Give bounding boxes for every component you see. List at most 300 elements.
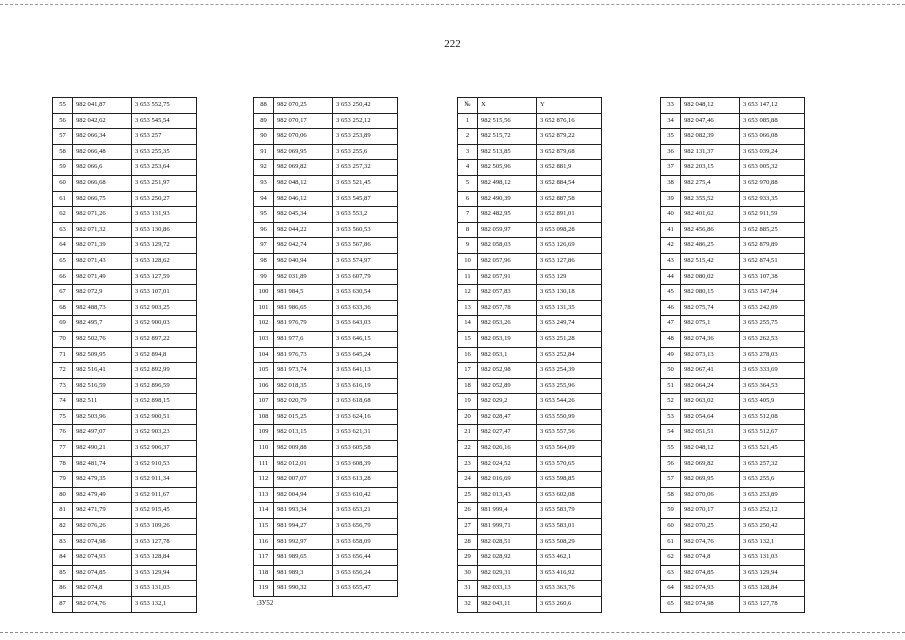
point-number-cell: 86 — [53, 581, 73, 597]
x-coordinate-cell: 982 048,12 — [681, 441, 740, 457]
y-coordinate-cell: 3 653 602,08 — [537, 487, 602, 503]
point-number-cell: 22 — [458, 441, 478, 457]
y-coordinate-cell: 3 653 255,6 — [333, 144, 398, 160]
point-number-cell: 70 — [53, 331, 73, 347]
table-row — [53, 331, 197, 347]
point-number-cell: 1 — [458, 113, 478, 129]
point-number-cell: 43 — [661, 253, 681, 269]
y-coordinate-cell: 3 653 363,76 — [537, 581, 602, 597]
table-row — [53, 378, 197, 394]
point-number-cell: 28 — [458, 534, 478, 550]
table-row — [458, 565, 602, 581]
x-coordinate-cell: 982 031,89 — [274, 269, 333, 285]
y-coordinate-cell: 3 652 900,51 — [132, 409, 197, 425]
point-number-cell: 113 — [254, 487, 274, 503]
point-number-cell: 56 — [661, 456, 681, 472]
y-coordinate-cell: 3 653 107,01 — [132, 285, 197, 301]
point-number-cell: 110 — [254, 441, 274, 457]
table-row — [53, 285, 197, 301]
table-row — [53, 207, 197, 223]
table-row — [53, 129, 197, 145]
table-row — [254, 472, 398, 488]
table-row — [254, 550, 398, 566]
x-coordinate-cell: 982 041,87 — [73, 98, 132, 114]
y-coordinate-cell: 3 652 970,88 — [740, 175, 805, 191]
point-number-cell: 65 — [661, 597, 681, 613]
x-coordinate-cell: 982 048,12 — [681, 98, 740, 114]
table-row — [458, 472, 602, 488]
y-coordinate-cell: 3 652 910,53 — [132, 456, 197, 472]
point-number-cell: 62 — [53, 207, 73, 223]
x-coordinate-cell: 982 074,98 — [73, 534, 132, 550]
point-number-cell: 88 — [254, 98, 274, 114]
x-coordinate-cell: 981 989,3 — [274, 565, 333, 581]
table-row — [458, 207, 602, 223]
x-coordinate-cell: 982 505,96 — [478, 160, 537, 176]
table-row — [458, 534, 602, 550]
point-number-cell: 46 — [661, 300, 681, 316]
y-coordinate-cell: 3 653 550,99 — [537, 409, 602, 425]
point-number-cell: 107 — [254, 394, 274, 410]
y-coordinate-cell: 3 653 109,26 — [132, 519, 197, 535]
point-number-cell: 117 — [254, 550, 274, 566]
point-number-cell: 52 — [661, 394, 681, 410]
x-coordinate-cell: 982 071,32 — [73, 222, 132, 238]
y-coordinate-cell: 3 653 624,16 — [333, 409, 398, 425]
y-coordinate-cell: 3 653 127,59 — [132, 269, 197, 285]
point-number-cell: 76 — [53, 425, 73, 441]
table-row — [458, 519, 602, 535]
table-row — [254, 285, 398, 301]
scan-edge-top — [0, 4, 905, 5]
point-number-cell: 78 — [53, 456, 73, 472]
y-coordinate-cell: 3 653 257 — [132, 129, 197, 145]
y-coordinate-cell: 3 653 621,31 — [333, 425, 398, 441]
y-coordinate-cell: Y — [537, 98, 602, 114]
y-coordinate-cell: 3 653 127,78 — [740, 597, 805, 613]
x-coordinate-cell: 982 015,25 — [274, 409, 333, 425]
x-coordinate-cell: 982 066,68 — [73, 175, 132, 191]
table-row — [661, 597, 805, 613]
table-row — [53, 581, 197, 597]
y-coordinate-cell: 3 653 545,87 — [333, 191, 398, 207]
table-row — [254, 113, 398, 129]
table-row — [254, 425, 398, 441]
y-coordinate-cell: 3 653 249,74 — [537, 316, 602, 332]
x-coordinate-cell: 982 498,12 — [478, 175, 537, 191]
point-number-cell: 114 — [254, 503, 274, 519]
y-coordinate-cell: 3 653 128,84 — [740, 581, 805, 597]
y-coordinate-cell: 3 653 544,26 — [537, 394, 602, 410]
table-row — [661, 144, 805, 160]
y-coordinate-cell: 3 653 616,19 — [333, 378, 398, 394]
y-coordinate-cell: 3 653 656,44 — [333, 550, 398, 566]
x-coordinate-cell: 982 042,74 — [274, 238, 333, 254]
point-number-cell: 23 — [458, 456, 478, 472]
point-number-cell: 63 — [53, 222, 73, 238]
x-coordinate-cell: 982 515,56 — [478, 113, 537, 129]
point-number-cell: 7 — [458, 207, 478, 223]
x-coordinate-cell: 982 033,13 — [478, 581, 537, 597]
point-number-cell: 65 — [53, 253, 73, 269]
table-row — [458, 409, 602, 425]
point-number-cell: 92 — [254, 160, 274, 176]
x-coordinate-cell: 982 070,06 — [274, 129, 333, 145]
y-coordinate-cell: 3 652 933,35 — [740, 191, 805, 207]
table-row — [661, 425, 805, 441]
table-row — [661, 285, 805, 301]
point-number-cell: 71 — [53, 347, 73, 363]
y-coordinate-cell: 3 653 583,01 — [537, 519, 602, 535]
point-number-cell: 58 — [53, 144, 73, 160]
table-row — [458, 597, 602, 613]
y-coordinate-cell: 3 653 618,68 — [333, 394, 398, 410]
point-number-cell: 3 — [458, 144, 478, 160]
y-coordinate-cell: 3 653 253,89 — [333, 129, 398, 145]
y-coordinate-cell: 3 653 085,88 — [740, 113, 805, 129]
point-number-cell: 37 — [661, 160, 681, 176]
x-coordinate-cell: 982 069,95 — [681, 472, 740, 488]
table-row — [53, 160, 197, 176]
table-row — [53, 534, 197, 550]
x-coordinate-cell: 982 063,02 — [681, 394, 740, 410]
table-row — [661, 300, 805, 316]
x-coordinate-cell: 982 057,96 — [478, 253, 537, 269]
x-coordinate-cell: 982 516,59 — [73, 378, 132, 394]
x-coordinate-cell: 982 064,24 — [681, 378, 740, 394]
table-header-row — [458, 98, 602, 114]
table-row — [254, 347, 398, 363]
table-row — [53, 113, 197, 129]
table-row — [53, 597, 197, 613]
table-row — [458, 285, 602, 301]
y-coordinate-cell: 3 653 564,09 — [537, 441, 602, 457]
table-row — [661, 519, 805, 535]
x-coordinate-cell: 981 999,71 — [478, 519, 537, 535]
y-coordinate-cell: 3 653 607,79 — [333, 269, 398, 285]
point-number-cell: 12 — [458, 285, 478, 301]
point-number-cell: 64 — [53, 238, 73, 254]
x-coordinate-cell: 982 515,72 — [478, 129, 537, 145]
y-coordinate-cell: 3 653 126,69 — [537, 238, 602, 254]
table-row — [254, 316, 398, 332]
table-row — [53, 487, 197, 503]
y-coordinate-cell: 3 653 253,89 — [740, 487, 805, 503]
point-number-cell: 17 — [458, 363, 478, 379]
point-number-cell: 60 — [661, 519, 681, 535]
point-number-cell: 106 — [254, 378, 274, 394]
point-number-cell: 99 — [254, 269, 274, 285]
y-coordinate-cell: 3 653 645,24 — [333, 347, 398, 363]
table-row — [458, 363, 602, 379]
table-row — [661, 191, 805, 207]
point-number-cell: 31 — [458, 581, 478, 597]
x-coordinate-cell: 982 074,8 — [73, 581, 132, 597]
table-row — [254, 394, 398, 410]
point-number-cell: 103 — [254, 331, 274, 347]
table-row — [53, 175, 197, 191]
point-number-cell: 66 — [53, 269, 73, 285]
x-coordinate-cell: 982 515,42 — [681, 253, 740, 269]
table-row — [458, 487, 602, 503]
y-coordinate-cell: 3 653 147,94 — [740, 285, 805, 301]
y-coordinate-cell: 3 653 147,12 — [740, 98, 805, 114]
y-coordinate-cell: 3 652 879,89 — [740, 238, 805, 254]
table-row — [661, 269, 805, 285]
y-coordinate-cell: 3 653 333,69 — [740, 363, 805, 379]
point-number-cell: 61 — [661, 534, 681, 550]
point-number-cell: 119 — [254, 581, 274, 597]
table-row — [661, 363, 805, 379]
point-number-cell: 53 — [661, 409, 681, 425]
y-coordinate-cell: 3 652 881,9 — [537, 160, 602, 176]
x-coordinate-cell: 982 071,49 — [73, 269, 132, 285]
point-number-cell: 25 — [458, 487, 478, 503]
y-coordinate-cell: 3 652 897,22 — [132, 331, 197, 347]
x-coordinate-cell: 982 071,43 — [73, 253, 132, 269]
x-coordinate-cell: 981 977,6 — [274, 331, 333, 347]
point-number-cell: 36 — [661, 144, 681, 160]
table-row — [254, 222, 398, 238]
y-coordinate-cell: 3 653 251,97 — [132, 175, 197, 191]
table-row — [53, 409, 197, 425]
point-number-cell: 63 — [661, 565, 681, 581]
point-number-cell: 84 — [53, 550, 73, 566]
point-number-cell: 100 — [254, 285, 274, 301]
x-coordinate-cell: 982 051,51 — [681, 425, 740, 441]
x-coordinate-cell: 982 026,16 — [478, 441, 537, 457]
y-coordinate-cell: 3 653 129,94 — [132, 565, 197, 581]
point-number-cell: 34 — [661, 113, 681, 129]
table-row — [458, 456, 602, 472]
table-row — [53, 550, 197, 566]
x-coordinate-cell: 982 082,39 — [681, 129, 740, 145]
point-number-cell: 79 — [53, 472, 73, 488]
coordinates-table-2 — [253, 97, 398, 612]
y-coordinate-cell: 3 653 107,38 — [740, 269, 805, 285]
y-coordinate-cell: 3 653 127,86 — [537, 253, 602, 269]
y-coordinate-cell: 3 653 127,78 — [132, 534, 197, 550]
table-row — [53, 98, 197, 114]
x-coordinate-cell: 982 020,79 — [274, 394, 333, 410]
y-coordinate-cell: 3 653 545,54 — [132, 113, 197, 129]
y-coordinate-cell: 3 653 131,03 — [132, 581, 197, 597]
x-coordinate-cell: 982 482,95 — [478, 207, 537, 223]
x-coordinate-cell: 982 066,75 — [73, 191, 132, 207]
scan-edge-bottom — [0, 632, 905, 633]
x-coordinate-cell: 982 490,21 — [73, 441, 132, 457]
point-number-cell: 51 — [661, 378, 681, 394]
x-coordinate-cell: 982 070,25 — [681, 519, 740, 535]
y-coordinate-cell: 3 653 132,1 — [740, 534, 805, 550]
point-number-cell: 5 — [458, 175, 478, 191]
y-coordinate-cell: 3 653 553,2 — [333, 207, 398, 223]
point-number-cell: 104 — [254, 347, 274, 363]
point-number-cell: 49 — [661, 347, 681, 363]
x-coordinate-cell: 982 071,39 — [73, 238, 132, 254]
x-coordinate-cell: 982 456,86 — [681, 222, 740, 238]
y-coordinate-cell: 3 652 896,59 — [132, 378, 197, 394]
y-coordinate-cell: 3 653 583,79 — [537, 503, 602, 519]
table-row — [53, 472, 197, 488]
y-coordinate-cell: 3 653 130,86 — [132, 222, 197, 238]
x-coordinate-cell: 982 080,15 — [681, 285, 740, 301]
x-coordinate-cell: 982 070,17 — [274, 113, 333, 129]
point-number-cell: 33 — [661, 98, 681, 114]
table-row — [458, 129, 602, 145]
x-coordinate-cell: 981 992,97 — [274, 534, 333, 550]
point-number-cell: 10 — [458, 253, 478, 269]
table-row — [254, 238, 398, 254]
point-number-cell: 32 — [458, 597, 478, 613]
y-coordinate-cell: 3 653 655,47 — [333, 581, 398, 597]
table-row — [661, 441, 805, 457]
y-coordinate-cell: 3 653 521,45 — [740, 441, 805, 457]
table-row — [458, 503, 602, 519]
table-row — [53, 300, 197, 316]
point-number-cell: 41 — [661, 222, 681, 238]
x-coordinate-cell: 982 070,25 — [274, 98, 333, 114]
point-number-cell: 94 — [254, 191, 274, 207]
table-row — [53, 347, 197, 363]
table-row — [458, 300, 602, 316]
x-coordinate-cell: 982 029,31 — [478, 565, 537, 581]
x-coordinate-cell: 982 131,37 — [681, 144, 740, 160]
table-row — [458, 581, 602, 597]
table-footnote-row — [254, 597, 398, 612]
x-coordinate-cell: 981 993,34 — [274, 503, 333, 519]
y-coordinate-cell: 3 653 255,96 — [537, 378, 602, 394]
table-row — [254, 175, 398, 191]
point-number-cell: 62 — [661, 550, 681, 566]
point-number-cell: 2 — [458, 129, 478, 145]
x-coordinate-cell: 982 074,76 — [681, 534, 740, 550]
table-row — [661, 534, 805, 550]
parcel-label: :ЗУ52 — [256, 599, 274, 607]
point-number-cell: 8 — [458, 222, 478, 238]
table-row — [53, 363, 197, 379]
x-coordinate-cell: 981 990,32 — [274, 581, 333, 597]
x-coordinate-cell: 982 072,9 — [73, 285, 132, 301]
point-number-cell: 95 — [254, 207, 274, 223]
y-coordinate-cell: 3 653 567,86 — [333, 238, 398, 254]
table-row — [661, 487, 805, 503]
x-coordinate-cell: 982 046,12 — [274, 191, 333, 207]
table-row — [661, 565, 805, 581]
point-number-cell: 87 — [53, 597, 73, 613]
x-coordinate-cell: 982 042,62 — [73, 113, 132, 129]
x-coordinate-cell: 982 074,93 — [73, 550, 132, 566]
point-number-cell: 116 — [254, 534, 274, 550]
table-row — [254, 191, 398, 207]
point-number-cell: 4 — [458, 160, 478, 176]
table-row — [458, 253, 602, 269]
y-coordinate-cell: 3 653 598,85 — [537, 472, 602, 488]
y-coordinate-cell: 3 653 128,84 — [132, 550, 197, 566]
y-coordinate-cell: 3 653 605,58 — [333, 441, 398, 457]
point-number-cell: 111 — [254, 456, 274, 472]
y-coordinate-cell: 3 653 508,29 — [537, 534, 602, 550]
y-coordinate-cell: 3 652 911,67 — [132, 487, 197, 503]
point-number-cell: 105 — [254, 363, 274, 379]
x-coordinate-cell: 982 080,02 — [681, 269, 740, 285]
y-coordinate-cell: 3 653 557,56 — [537, 425, 602, 441]
x-coordinate-cell: 981 976,79 — [274, 316, 333, 332]
table-row — [254, 581, 398, 597]
table-row — [254, 331, 398, 347]
point-number-cell: 30 — [458, 565, 478, 581]
x-coordinate-cell: 982 028,47 — [478, 409, 537, 425]
point-number-cell: 74 — [53, 394, 73, 410]
table-row — [661, 378, 805, 394]
table-row — [53, 253, 197, 269]
point-number-cell: 102 — [254, 316, 274, 332]
y-coordinate-cell: 3 653 255,6 — [740, 472, 805, 488]
x-coordinate-cell: 982 048,12 — [274, 175, 333, 191]
coordinates-table-4 — [660, 97, 805, 613]
x-coordinate-cell: 982 074,36 — [681, 331, 740, 347]
y-coordinate-cell: 3 653 252,12 — [333, 113, 398, 129]
x-coordinate-cell: X — [478, 98, 537, 114]
table-row — [254, 456, 398, 472]
y-coordinate-cell: 3 653 131,03 — [740, 550, 805, 566]
x-coordinate-cell: 982 052,98 — [478, 363, 537, 379]
point-number-cell: 24 — [458, 472, 478, 488]
x-coordinate-cell: 982 516,41 — [73, 363, 132, 379]
table-row — [254, 129, 398, 145]
x-coordinate-cell: 982 013,43 — [478, 487, 537, 503]
y-coordinate-cell: 3 653 643,03 — [333, 316, 398, 332]
table-row — [254, 441, 398, 457]
x-coordinate-cell: 982 004,94 — [274, 487, 333, 503]
point-number-cell: 61 — [53, 191, 73, 207]
x-coordinate-cell: 981 989,65 — [274, 550, 333, 566]
y-coordinate-cell: 3 653 521,45 — [333, 175, 398, 191]
y-coordinate-cell: 3 652 903,25 — [132, 300, 197, 316]
table-row — [458, 347, 602, 363]
x-coordinate-cell: 982 069,82 — [681, 456, 740, 472]
table-row — [661, 98, 805, 114]
x-coordinate-cell: 982 067,41 — [681, 363, 740, 379]
table-row — [661, 394, 805, 410]
x-coordinate-cell: 981 984,5 — [274, 285, 333, 301]
table-row — [458, 394, 602, 410]
point-number-cell: 44 — [661, 269, 681, 285]
x-coordinate-cell: 982 490,39 — [478, 191, 537, 207]
x-coordinate-cell: 982 073,13 — [681, 347, 740, 363]
table-row — [661, 207, 805, 223]
y-coordinate-cell: 3 653 260,6 — [537, 597, 602, 613]
y-coordinate-cell: 3 653 250,42 — [740, 519, 805, 535]
point-number-cell: 72 — [53, 363, 73, 379]
table-row — [458, 238, 602, 254]
y-coordinate-cell: 3 653 255,75 — [740, 316, 805, 332]
x-coordinate-cell: 982 069,95 — [274, 144, 333, 160]
y-coordinate-cell: 3 653 098,28 — [537, 222, 602, 238]
table-row — [458, 160, 602, 176]
y-coordinate-cell: 3 653 633,36 — [333, 300, 398, 316]
point-number-cell: 48 — [661, 331, 681, 347]
table-row — [458, 191, 602, 207]
y-coordinate-cell: 3 652 879,68 — [537, 144, 602, 160]
point-number-cell: 16 — [458, 347, 478, 363]
y-coordinate-cell: 3 653 254,39 — [537, 363, 602, 379]
x-coordinate-cell: 982 059,97 — [478, 222, 537, 238]
table-row — [254, 565, 398, 581]
x-coordinate-cell: 982 503,96 — [73, 409, 132, 425]
y-coordinate-cell: 3 653 128,62 — [132, 253, 197, 269]
y-coordinate-cell: 3 652 876,16 — [537, 113, 602, 129]
